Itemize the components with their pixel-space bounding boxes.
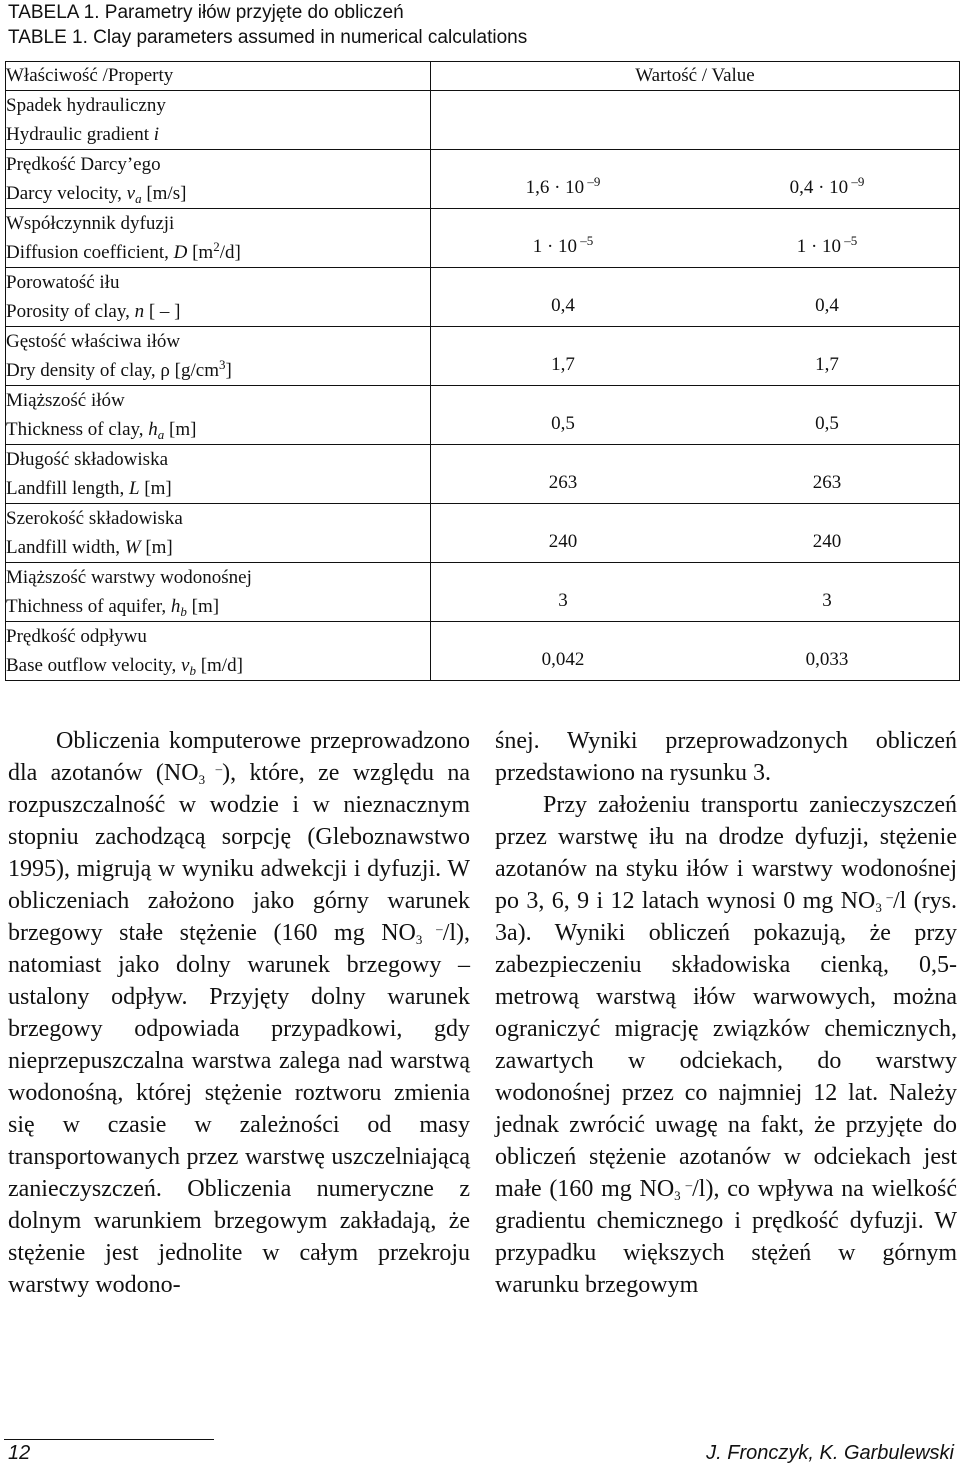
header-property: Właściwość /Property [6,62,431,91]
value-column-1: 0,4 [551,295,575,316]
property-name-english: Thickness of clay, $h_a$ [m] [6,419,197,442]
property-cell [6,504,431,563]
property-name-english: Diffusion coefficient, D $[m^2/d]$ [6,239,241,263]
table-row [6,327,960,386]
value-cell [431,150,960,209]
footer-rule [4,1439,214,1440]
table-row [6,209,960,268]
page-number: 12 [8,1442,31,1464]
table-caption-polish: TABELA 1. Parametry iłów przyjęte do obliczeń [8,2,404,23]
table-row [6,91,960,150]
value-cell [431,563,960,622]
table-row [6,268,960,327]
property-cell [6,150,431,209]
table-row [6,563,960,622]
value-column-2: 0,4 · 10 $^{-9}$ [789,174,865,198]
value-cell [431,209,960,268]
table-row [6,622,960,681]
value-cell [431,91,960,150]
property-cell [6,622,431,681]
header-value: Wartość / Value [431,62,960,91]
value-column-1: 3 [558,590,568,611]
property-name-english: Porosity of clay, n [ – ] [6,301,181,322]
value-cell [431,327,960,386]
value-cell [431,504,960,563]
value-column-2: 263 [812,472,842,493]
property-cell [6,563,431,622]
value-column-2: 0,5 [815,413,839,434]
value-column-1: 0,042 [541,649,585,670]
property-name-polish: Gęstość właściwa iłów [6,331,181,352]
property-name-polish: Prędkość odpływu [6,626,147,647]
table-row [6,386,960,445]
table-row [6,445,960,504]
value-column-2: 3 [822,590,832,611]
value-column-2: 1 · 10 $^{-5}$ [796,233,858,257]
value-cell [431,268,960,327]
property-cell [6,386,431,445]
footer-authors: J. Fronczyk, K. Garbulewski [706,1442,954,1464]
property-name-english: Darcy velocity, $v_a$ [m/s] [6,183,187,206]
property-name-english: Hydraulic gradient i [6,124,160,145]
property-name-english: Landfill width, W [m] [6,537,173,558]
property-name-english: Landfill length, L [m] [6,478,172,499]
property-cell [6,268,431,327]
value-column-1: 0,5 [551,413,575,434]
value-cell [431,622,960,681]
property-name-polish: Prędkość Darcy’ego [6,154,161,175]
paragraph-computations: Obliczenia komputerowe przeprowadzono dla azotanów ($NO_3$ –), które, ze względu na rozpuszczalność w wodzie i w nieznacznym stopniu zachodzącą sorpcję (Gleboznawstwo 1995), migrują w wyniku adwekcji i dyfuzji. W obliczeniach założono jako górny warunek brzegowy stałe stężenie (160 mg $NO_3$ –/l), natomiast jako dolny warunek brzegowy – ustalony odpływ. Przyjęty dolny warunek brzegowy odpowiada przypadkowi, gdy nieprzepuszczalna warstwa zalega nad warstwą wodonośną, której stężenie roztworu zmienia się w czasie w zależności od masy transportowanych przez warstwę uszczelniającą zanieczyszczeń. Obliczenia numeryczne z dolnym warunkiem brzegowym zakładają, że stężenie jest jednolite w całym przekroju warstwy wodono- [8,728,471,1298]
value-column-1: 1 · 10 $^{-5}$ [532,233,594,257]
value-column-2: 0,033 [805,649,849,670]
paragraph-diffusion: Przy założeniu transportu zanieczyszczeń przez warstwę iłu na drodze dyfuzji, stężenie azotanów na styku iłów i warstwy wodonośnej po 3, 6, 9 i 12 latach wynosi 0 mg $NO_3$ –/l (rys. 3a). Wyniki obliczeń pokazują, że przy zabezpieczeniu składowiska cienką, 0,5-metrową warstwą iłów warwowych, można ograniczyć migrację związków chemicznych, zawartych w odciekach, do warstwy wodonośnej przez co najmniej 12 lat. Należy jednak zwrócić uwagę na fakt, że przyjęte do obliczeń stężenie azotanów w odciekach jest małe (160 mg $NO_3$ –/l), co wpływa na wielkość gradientu chemicznego i prędkość dyfuzji. W przypadku większych stężeń w górnym warunku brzegowym [495,792,957,1298]
value-column-1: 1,6 · 10 $^{-9}$ [525,174,601,198]
property-name-polish: Szerokość składowiska [6,508,183,529]
property-name-english: Dry density of clay, ρ $[g/cm^3]$ [6,357,232,381]
body-text-right-column [495,725,957,1301]
property-cell [6,209,431,268]
table-caption-english: TABLE 1. Clay parameters assumed in numerical calculations [8,27,528,48]
property-name-polish: Spadek hydrauliczny [6,95,166,116]
value-column-1: 240 [548,531,578,552]
value-column-2: 240 [812,531,842,552]
value-cell [431,386,960,445]
property-name-english: Thichness of aquifer, $h_b$ [m] [6,596,220,619]
value-column-2: 0,4 [815,295,839,316]
paragraph-results: śnej. Wyniki przeprowadzonych obliczeń przedstawiono na rysunku 3. [495,728,957,786]
value-column-1: 1,7 [551,354,575,375]
property-name-english: Base outflow velocity, $v_b$ [m/d] [6,655,243,678]
body-text-left-column [8,725,470,1301]
property-name-polish: Długość składowiska [6,449,169,470]
value-cell [431,445,960,504]
value-column-1: 263 [548,472,578,493]
property-name-polish: Miąższość iłów [6,390,125,411]
property-name-polish: Miąższość warstwy wodonośnej [6,567,252,588]
property-cell [6,327,431,386]
clay-parameters-table [5,61,960,681]
property-name-polish: Współczynnik dyfuzji [6,213,175,234]
table-row [6,504,960,563]
table-row [6,150,960,209]
table-header-row [6,62,960,91]
property-name-polish: Porowatość iłu [6,272,120,293]
value-column-2: 1,7 [815,354,839,375]
property-cell [6,445,431,504]
property-cell [6,91,431,150]
